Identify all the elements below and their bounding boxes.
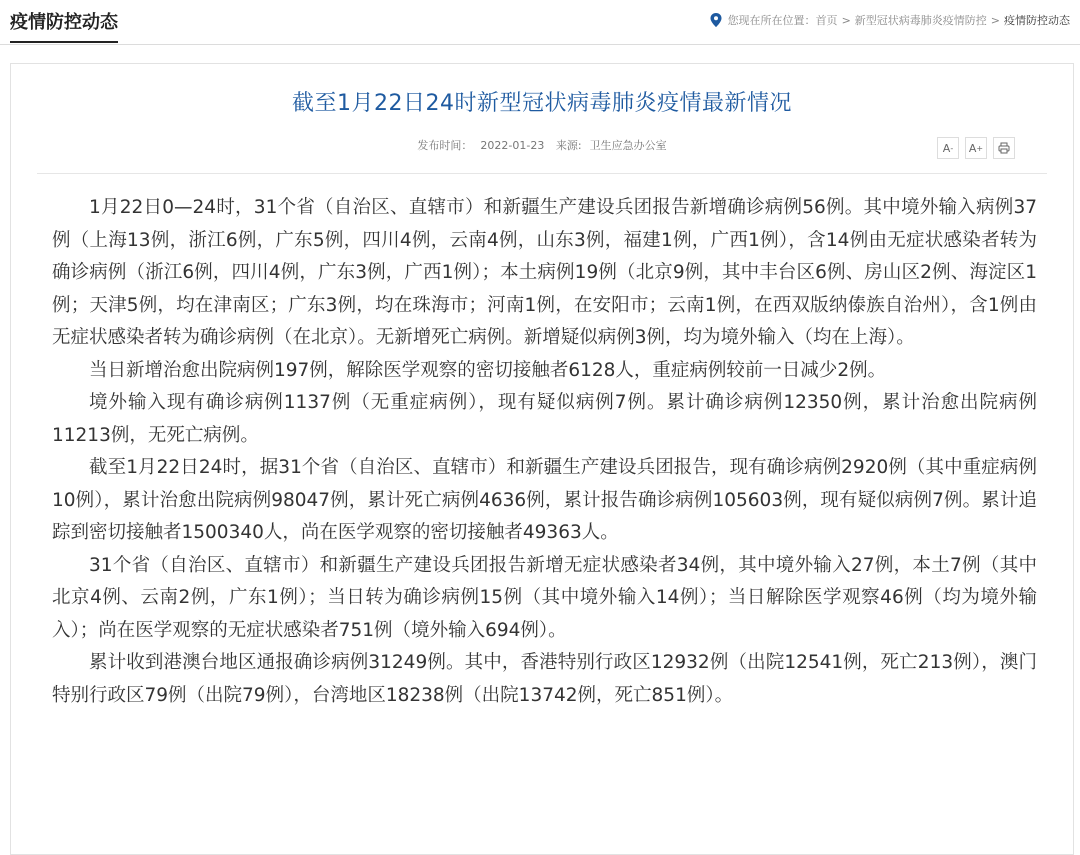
breadcrumb-epidemic-control-link[interactable]: 新型冠状病毒肺炎疫情防控 bbox=[854, 14, 987, 27]
article-card bbox=[10, 63, 1074, 855]
printer-icon bbox=[998, 142, 1010, 154]
font-decrease-button[interactable]: A - bbox=[937, 137, 959, 159]
article-paragraph: 31个省（自治区、直辖市）和新疆生产建设兵团报告新增无症状感染者34例，其中境外输入27例，本土7例（其中北京4例、云南2例，广东1例）；当日转为确诊病例15例（其中境外输入14例）；当日解除医学观察46例（均为境外输入）；尚在医学观察的无症状感染者751例（境外输入694例）。 bbox=[52, 554, 1037, 641]
font-increase-button[interactable]: A + bbox=[965, 137, 987, 159]
section-title: 疫情防控动态 bbox=[10, 13, 118, 43]
print-button[interactable] bbox=[993, 137, 1015, 159]
breadcrumb-current[interactable]: 疫情防控动态 bbox=[1004, 14, 1070, 27]
article-meta bbox=[11, 137, 1073, 153]
breadcrumb-separator: > bbox=[841, 13, 851, 27]
article-paragraph: 1月22日0—24时，31个省（自治区、直辖市）和新疆生产建设兵团报告新增确诊病例56例。其中境外输入病例37例（上海13例，浙江6例，广东5例，四川4例，云南4例，山东3例，福建1例，广西1例），含14例由无症状感染者转为确诊病例（浙江6例，四川4例，广东3例，广西1例）；本土病例19例（北京9例，其中丰台区6例、房山区2例、海淀区1例；天津5例，均在津南区；广东3例，均在珠海市；河南1例，在安阳市；云南1例，在西双版纳傣族自治州），含1例由无症状感染者转为确诊病例（在北京）。无新增死亡病例。新增疑似病例3例，均为境外输入（均在上海）。 bbox=[52, 197, 1037, 348]
article-tools bbox=[937, 137, 1015, 159]
article-paragraph: 截至1月22日24时，据31个省（自治区、直辖市）和新疆生产建设兵团报告，现有确诊病例2920例（其中重症病例10例），累计治愈出院病例98047例，累计死亡病例4636例，累计报告确诊病例105603例，现有疑似病例7例。累计追踪到密切接触者1500340人，尚在医学观察的密切接触者49363人。 bbox=[52, 457, 1037, 543]
divider bbox=[37, 173, 1047, 174]
publish-date: 2022-01-23 bbox=[480, 139, 545, 152]
breadcrumb-home-link[interactable]: 首页 bbox=[815, 14, 838, 27]
publish-label: 发布时间： bbox=[417, 139, 473, 152]
breadcrumb-separator: > bbox=[990, 13, 1000, 27]
breadcrumb-prefix: 您现在所在位置： bbox=[727, 14, 816, 27]
source-name: 卫生应急办公室 bbox=[589, 139, 667, 152]
source-label: 来源: bbox=[555, 139, 582, 152]
article-paragraph: 当日新增治愈出院病例197例，解除医学观察的密切接触者6128人，重症病例较前一日减少2例。 bbox=[89, 359, 887, 381]
article-body bbox=[52, 192, 1037, 712]
article-paragraph: 境外输入现有确诊病例1137例（无重症病例），现有疑似病例7例。累计确诊病例12350例，累计治愈出院病例11213例，无死亡病例。 bbox=[52, 392, 1037, 446]
location-pin-icon bbox=[710, 13, 722, 27]
article-paragraph: 累计收到港澳台地区通报确诊病例31249例。其中，香港特别行政区12932例（出院12541例，死亡213例），澳门特别行政区79例（出院79例），台湾地区18238例（出院13742例，死亡851例）。 bbox=[52, 652, 1037, 706]
breadcrumb bbox=[710, 12, 1070, 28]
article-title: 截至1月22日24时新型冠状病毒肺炎疫情最新情况 bbox=[292, 91, 792, 116]
page-header bbox=[0, 0, 1080, 45]
